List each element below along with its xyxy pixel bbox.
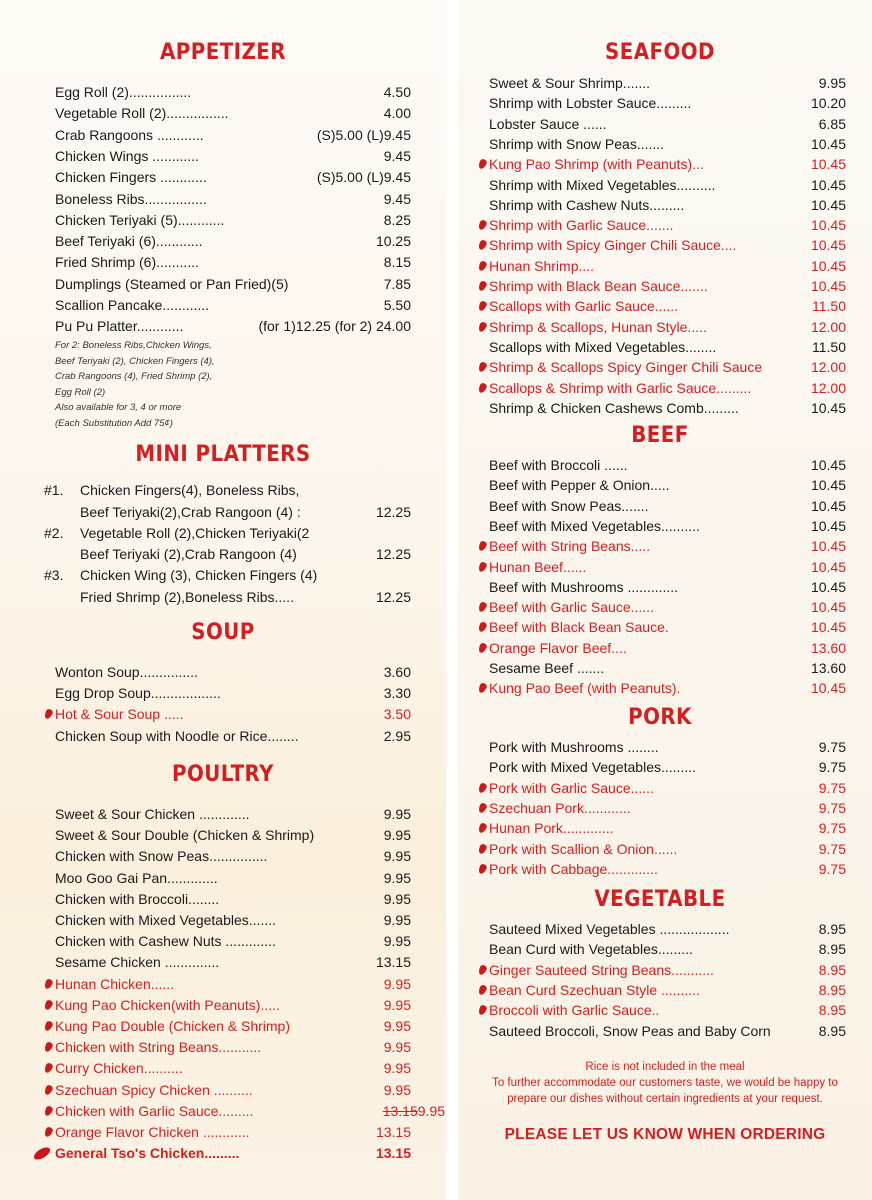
mini-platter-line2: Beef Teriyaki(2),Crab Rangoon (4) : [80, 503, 301, 520]
mini-platter-item [44, 565, 411, 608]
poultry-item [55, 995, 411, 1015]
beef-item-price: 10.45 [810, 619, 846, 636]
seafood-item-name: Hunan Shrimp.... [489, 257, 595, 274]
section-title-pork: PORK [628, 705, 692, 730]
appetizer-item-price: (for 1)12.25 (for 2) 24.00 [258, 318, 411, 335]
beef-item-name: Beef with Pepper & Onion..... [489, 477, 670, 494]
section-title-beef: BEEF [631, 423, 689, 448]
appetizer-item [55, 82, 411, 102]
beef-item [489, 638, 846, 658]
appetizer-item-price: 4.00 [383, 105, 411, 122]
vegetable-item-name: Sauteed Mixed Vegetables .................. [489, 921, 730, 937]
beef-item-name: Kung Pao Beef (with Peanuts). [489, 680, 681, 697]
vegetable-item [489, 980, 846, 1000]
poultry-item-price: 9.95 [383, 1039, 411, 1056]
appetizer-item-price: 4.50 [383, 84, 411, 100]
pork-item-price: 9.75 [818, 799, 846, 816]
beef-item-name: Beef with Garlic Sauce...... [489, 599, 654, 616]
beef-item [489, 597, 846, 617]
poultry-item [55, 825, 411, 845]
beef-item-name: Orange Flavor Beef.... [489, 639, 627, 656]
soup-item [55, 704, 411, 724]
soup-item-price: 3.50 [383, 706, 411, 723]
vegetable-item-name: Sauteed Broccoli, Snow Peas and Baby Corn [489, 1022, 771, 1039]
seafood-item-price: 10.45 [810, 156, 846, 173]
poultry-item-price: 9.95 [383, 912, 411, 928]
column-divider [446, 0, 458, 1200]
pork-item-price: 9.75 [818, 759, 846, 776]
soup-item-name: Chicken Soup with Noodle or Rice........ [55, 727, 299, 744]
seafood-item-name: Shrimp with Cashew Nuts......... [489, 196, 685, 213]
seafood-item-price: 12.00 [810, 359, 846, 376]
mini-platter-number: #1. [44, 482, 64, 498]
seafood-item-price: 10.20 [810, 95, 846, 112]
soup-item [55, 683, 411, 703]
soup-item [55, 726, 411, 746]
beef-item-name: Sesame Beef ....... [489, 660, 605, 676]
appetizer-item [55, 252, 411, 272]
pork-item [489, 757, 846, 777]
beef-item-name: Beef with Broccoli ...... [489, 457, 628, 473]
platter-note: Crab Rangoons (4), Fried Shrimp (2), [55, 371, 213, 382]
pork-item [489, 839, 846, 859]
mini-platter-price: 12.25 [375, 588, 411, 605]
pork-item-name: Pork with Mushrooms ........ [489, 739, 659, 755]
poultry-item-price: 9.95 [383, 890, 411, 907]
seafood-item-name: Shrimp with Spicy Ginger Chili Sauce.... [489, 237, 737, 254]
soup-item-name: Wonton Soup............... [55, 664, 198, 680]
seafood-item-name: Shrimp with Mixed Vegetables.......... [489, 176, 716, 193]
rice-note: Rice is not included in the meal [585, 1061, 745, 1073]
platter-note: (Each Substitution Add 75¢) [55, 417, 173, 429]
mini-platter-line1: Chicken Fingers(4), Boneless Ribs, [80, 482, 300, 498]
vegetable-item-name: Broccoli with Garlic Sauce.. [489, 1002, 660, 1019]
vegetable-item [489, 960, 846, 980]
appetizer-item-price: 7.85 [383, 275, 411, 292]
poultry-item-price: 13.15 [375, 1145, 411, 1162]
section-title-appetizer: APPETIZER [160, 40, 286, 65]
appetizer-item-name: Chicken Fingers ............ [55, 169, 207, 186]
vegetable-item [489, 1000, 846, 1020]
poultry-item-name: Chicken with Broccoli........ [55, 890, 220, 907]
pork-item [489, 798, 846, 818]
poultry-item [55, 1037, 411, 1057]
vegetable-item [489, 1021, 846, 1041]
mini-platter-line1: Vegetable Roll (2),Chicken Teriyaki(2 [80, 524, 310, 541]
beef-item [489, 536, 846, 556]
vegetable-item-price: 8.95 [818, 1022, 846, 1039]
poultry-item-name: Szechuan Spicy Chicken .......... [55, 1081, 253, 1098]
pork-item [489, 859, 846, 879]
platter-note: For 2: Boneless Ribs,Chicken Wings, [55, 340, 212, 351]
platter-note: Also available for 3, 4 or more [55, 402, 182, 413]
seafood-item [489, 215, 846, 235]
pork-item-price: 9.75 [818, 840, 846, 857]
appetizer-item-price: 9.45 [383, 190, 411, 207]
poultry-item-price: 9.95 [383, 1060, 411, 1077]
appetizer-item [55, 295, 411, 315]
pork-item [489, 778, 846, 798]
beef-item-name: Beef with String Beans..... [489, 538, 651, 555]
vegetable-item [489, 919, 846, 939]
poultry-item [55, 974, 411, 994]
soup-item-name: Hot & Sour Soup ..... [55, 706, 184, 723]
poultry-item-name: Kung Pao Chicken(with Peanuts)..... [55, 996, 280, 1013]
appetizer-item-name: Boneless Ribs................ [55, 190, 207, 207]
pork-item-price: 9.75 [818, 860, 846, 877]
appetizer-item-price: (S)5.00 (L)9.45 [316, 169, 411, 186]
beef-item-price: 10.45 [810, 538, 846, 555]
vegetable-item-name: Bean Curd Szechuan Style .......... [489, 981, 700, 998]
beef-item-price: 13.60 [810, 660, 846, 676]
beef-item-price: 10.45 [810, 457, 846, 473]
mini-platter-item [44, 480, 411, 523]
beef-item-name: Hunan Beef...... [489, 558, 587, 575]
poultry-item-price: 9.95 [417, 1102, 445, 1119]
appetizer-item-price: 10.25 [375, 233, 411, 250]
mini-platter-price: 12.25 [375, 546, 411, 562]
poultry-item-name: General Tso's Chicken......... [55, 1145, 240, 1162]
seafood-item [489, 337, 846, 357]
poultry-item-name: Sweet & Sour Double (Chicken & Shrimp) [55, 827, 315, 844]
soup-item-price: 3.30 [383, 685, 411, 702]
seafood-item [489, 317, 846, 337]
seafood-item-name: Scallops & Shrimp with Garlic Sauce......... [489, 379, 752, 396]
seafood-item-price: 6.85 [818, 115, 846, 132]
beef-item-name: Beef with Mushrooms ............. [489, 578, 679, 595]
appetizer-item [55, 167, 411, 187]
appetizer-item-price: (S)5.00 (L)9.45 [316, 126, 411, 143]
poultry-item-price: 9.95 [383, 869, 411, 886]
seafood-item-price: 10.45 [810, 399, 846, 416]
pork-item [489, 737, 846, 757]
seafood-item-price: 10.45 [810, 176, 846, 193]
pork-item [489, 818, 846, 838]
appetizer-item-name: Egg Roll (2)................ [55, 84, 192, 100]
vegetable-item-price: 8.95 [818, 1002, 846, 1019]
seafood-item [489, 398, 846, 418]
seafood-item-name: Sweet & Sour Shrimp....... [489, 75, 651, 91]
appetizer-item-price: 8.15 [383, 254, 411, 271]
poultry-item-name: Hunan Chicken...... [55, 975, 175, 992]
old-price: 13.15 [382, 1102, 418, 1119]
poultry-item-name: Chicken with Garlic Sauce......... [55, 1102, 254, 1119]
beef-item [489, 455, 846, 475]
beef-item-price: 10.45 [810, 578, 846, 595]
soup-item-name: Egg Drop Soup.................. [55, 685, 221, 702]
appetizer-item-name: Chicken Wings ............ [55, 147, 199, 164]
beef-item [489, 557, 846, 577]
poultry-item-price: 13.15 [375, 1124, 411, 1140]
mini-platter-item [44, 523, 411, 566]
appetizer-item-price: 5.50 [383, 297, 411, 313]
appetizer-item [55, 274, 411, 294]
ordering-notice: PLEASE LET US KNOW WHEN ORDERING [504, 1126, 826, 1143]
seafood-item-price: 12.00 [810, 379, 846, 396]
pork-item-price: 9.75 [818, 739, 846, 755]
seafood-item [489, 114, 846, 134]
beef-item [489, 475, 846, 495]
seafood-item-name: Shrimp & Chicken Cashews Comb......... [489, 399, 739, 416]
soup-item-price: 2.95 [383, 727, 411, 744]
poultry-item-price: 9.95 [383, 848, 411, 865]
poultry-item-name: Curry Chicken.......... [55, 1060, 183, 1077]
appetizer-item-name: Pu Pu Platter............ [55, 318, 184, 335]
poultry-item-price: 9.95 [383, 975, 411, 992]
appetizer-item-name: Dumplings (Steamed or Pan Fried)(5) [55, 275, 289, 292]
accommodate-note-2: prepare our dishes without certain ingredients at your request. [507, 1093, 823, 1105]
mini-platter-price: 12.25 [375, 503, 411, 520]
poultry-item-name: Moo Goo Gai Pan............. [55, 869, 218, 886]
seafood-item [489, 256, 846, 276]
seafood-item-price: 10.45 [810, 135, 846, 152]
appetizer-item-name: Scallion Pancake............ [55, 297, 210, 313]
beef-item [489, 516, 846, 536]
seafood-item-price: 10.45 [810, 237, 846, 254]
beef-item-price: 10.45 [810, 558, 846, 575]
mini-platter-line2: Beef Teriyaki (2),Crab Rangoon (4) [80, 546, 297, 562]
beef-item-price: 13.60 [810, 639, 846, 656]
seafood-item-name: Shrimp with Black Bean Sauce....... [489, 278, 708, 294]
platter-note: Egg Roll (2) [55, 386, 106, 398]
beef-item-price: 10.45 [810, 517, 846, 534]
poultry-item [55, 1058, 411, 1078]
vegetable-item-price: 8.95 [818, 961, 846, 978]
seafood-item-price: 11.50 [812, 298, 846, 315]
pork-item-name: Pork with Cabbage............. [489, 860, 658, 877]
poultry-item [55, 889, 411, 909]
appetizer-item [55, 316, 411, 336]
mini-platter-number: #2. [44, 524, 64, 541]
poultry-item-price: 9.95 [383, 827, 411, 844]
section-title-vegetable: VEGETABLE [594, 887, 726, 912]
seafood-item-price: 11.50 [812, 338, 846, 355]
pork-item-price: 9.75 [818, 820, 846, 837]
seafood-item-price: 10.45 [810, 278, 846, 294]
seafood-item-name: Shrimp with Lobster Sauce......... [489, 95, 692, 112]
appetizer-item [55, 231, 411, 251]
seafood-item-price: 9.95 [818, 75, 846, 91]
vegetable-item-price: 8.95 [818, 941, 846, 958]
mini-platter-number: #3. [44, 567, 64, 583]
poultry-item-price: 9.95 [383, 806, 411, 822]
accommodate-note-1: To further accommodate our customers taste, we would be happy to [492, 1077, 838, 1089]
mini-platter-line2: Fried Shrimp (2),Boneless Ribs..... [80, 588, 294, 605]
seafood-item-price: 10.45 [810, 257, 846, 274]
pork-item-price: 9.75 [818, 779, 846, 796]
poultry-item [55, 910, 411, 930]
poultry-item [55, 1016, 411, 1036]
poultry-item-name: Chicken with Cashew Nuts ............. [55, 933, 276, 950]
poultry-item-name: Orange Flavor Chicken ............ [55, 1124, 250, 1140]
pork-item-name: Pork with Scallion & Onion...... [489, 840, 678, 857]
beef-item-name: Beef with Mixed Vegetables.......... [489, 517, 700, 534]
poultry-item-name: Chicken with String Beans........... [55, 1039, 262, 1056]
vegetable-item-name: Bean Curd with Vegetables......... [489, 941, 693, 958]
poultry-item-price: 9.95 [383, 1081, 411, 1098]
poultry-item [55, 1122, 411, 1142]
beef-item [489, 658, 846, 678]
soup-item-price: 3.60 [383, 664, 411, 680]
appetizer-item-price: 8.25 [383, 211, 411, 228]
platter-note: Beef Teriyaki (2), Chicken Fingers (4), [55, 355, 215, 367]
beef-item [489, 617, 846, 637]
vegetable-item-name: Ginger Sauteed String Beans........... [489, 961, 714, 978]
appetizer-item [55, 146, 411, 166]
appetizer-item-name: Vegetable Roll (2)................ [55, 105, 229, 122]
seafood-item [489, 93, 846, 113]
vegetable-item [489, 939, 846, 959]
seafood-item-name: Shrimp with Snow Peas....... [489, 135, 665, 152]
poultry-item [55, 846, 411, 866]
beef-item-price: 10.45 [810, 680, 846, 697]
appetizer-item [55, 189, 411, 209]
seafood-item-name: Scallops with Garlic Sauce...... [489, 298, 679, 315]
vegetable-item-price: 8.95 [818, 981, 846, 998]
beef-item [489, 577, 846, 597]
seafood-item-name: Lobster Sauce ...... [489, 115, 607, 132]
pork-item-name: Pork with Garlic Sauce...... [489, 779, 654, 796]
seafood-item-name: Scallops with Mixed Vegetables........ [489, 338, 717, 355]
seafood-item [489, 175, 846, 195]
seafood-item [489, 134, 846, 154]
seafood-item-price: 10.45 [810, 217, 846, 234]
poultry-item [55, 1101, 445, 1121]
seafood-item [489, 235, 846, 255]
appetizer-item-name: Fried Shrimp (6)........... [55, 254, 199, 271]
section-title-seafood: SEAFOOD [605, 40, 715, 65]
poultry-item-price: 9.95 [383, 933, 411, 950]
poultry-item-price: 9.95 [383, 1018, 411, 1034]
section-title-mini-platters: MINI PLATTERS [135, 442, 311, 467]
pork-item-name: Hunan Pork............. [489, 820, 614, 837]
poultry-item-price-wrap [383, 1101, 445, 1121]
appetizer-item [55, 210, 411, 230]
beef-item-price: 10.45 [810, 599, 846, 616]
beef-item-price: 10.45 [810, 477, 846, 494]
appetizer-item [55, 103, 411, 123]
poultry-item [55, 1080, 411, 1100]
section-title-soup: SOUP [191, 620, 255, 645]
seafood-item-price: 10.45 [810, 196, 846, 213]
poultry-item [55, 931, 411, 951]
appetizer-item-name: Beef Teriyaki (6)............ [55, 233, 203, 250]
seafood-item-name: Shrimp & Scallops, Hunan Style..... [489, 318, 707, 335]
poultry-item [55, 952, 411, 972]
poultry-item [55, 1143, 411, 1163]
pork-item-name: Szechuan Pork............ [489, 799, 631, 816]
section-title-poultry: POULTRY [172, 762, 274, 787]
poultry-item-price: 13.15 [375, 954, 411, 971]
poultry-item-name: Chicken with Snow Peas............... [55, 848, 268, 865]
beef-item-name: Beef with Black Bean Sauce. [489, 619, 669, 636]
poultry-item [55, 804, 411, 824]
poultry-item-name: Chicken with Mixed Vegetables....... [55, 912, 276, 928]
seafood-item [489, 195, 846, 215]
soup-item [55, 662, 411, 682]
seafood-item [489, 276, 846, 296]
poultry-item-price: 9.95 [383, 996, 411, 1013]
seafood-item-name: Shrimp with Garlic Sauce....... [489, 217, 674, 234]
appetizer-item-name: Chicken Teriyaki (5)............ [55, 211, 225, 228]
poultry-item-name: Sesame Chicken .............. [55, 954, 220, 971]
seafood-item-name: Shrimp & Scallops Spicy Ginger Chili Sauce [489, 359, 763, 376]
seafood-item-name: Kung Pao Shrimp (with Peanuts)... [489, 156, 704, 173]
beef-item [489, 678, 846, 698]
pork-item-name: Pork with Mixed Vegetables......... [489, 759, 696, 776]
poultry-item-name: Sweet & Sour Chicken ............. [55, 806, 250, 822]
seafood-item [489, 357, 846, 377]
beef-item [489, 496, 846, 516]
appetizer-item [55, 125, 411, 145]
appetizer-item-name: Crab Rangoons ............ [55, 126, 204, 143]
seafood-item [489, 154, 846, 174]
poultry-item-name: Kung Pao Double (Chicken & Shrimp) [55, 1018, 291, 1034]
beef-item-name: Beef with Snow Peas....... [489, 497, 649, 514]
seafood-item [489, 73, 846, 93]
mini-platter-line1: Chicken Wing (3), Chicken Fingers (4) [80, 567, 318, 583]
poultry-item [55, 868, 411, 888]
seafood-item [489, 378, 846, 398]
seafood-item-price: 12.00 [810, 318, 846, 335]
vegetable-item-price: 8.95 [818, 921, 846, 937]
beef-item-price: 10.45 [810, 497, 846, 514]
seafood-item [489, 296, 846, 316]
appetizer-item-price: 9.45 [383, 147, 411, 164]
